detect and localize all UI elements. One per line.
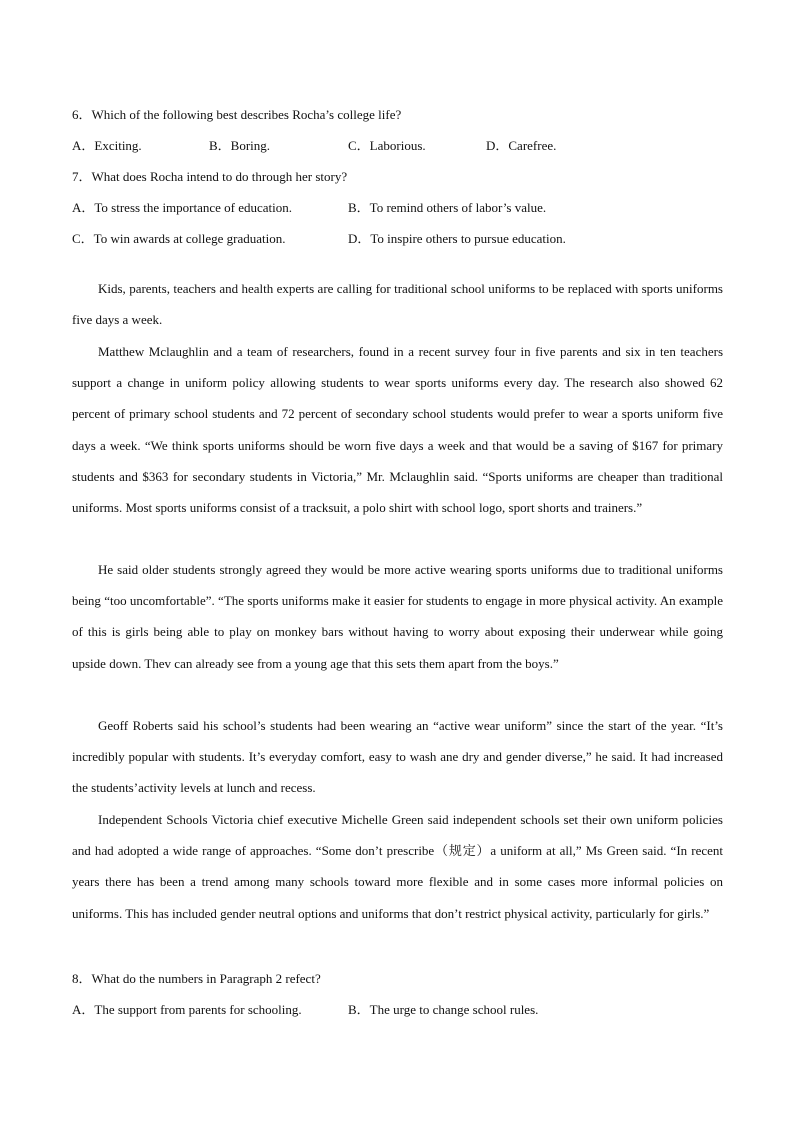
question-8-options (72, 999, 732, 1017)
q7-option-c: C．To win awards at college graduation. (72, 231, 286, 246)
passage-paragraph-2: Matthew Mclaughlin and a team of researchers, found in a recent survey four in five parents and six in ten teachers support a change in uniform policy allowing students to wear sports uniforms every day. The research also showed 62 percent of primary school students and 72 percent of secondary school students would prefer to wear a sports uniform five days a week. “We think sports uniforms should be worn five days a week and that would be a saving of $167 for primary students and $363 for secondary students in Victoria,” Mr. Mclaughlin said. “Sports uniforms are cheaper than traditional uniforms. Most sports uniforms consist of a tracksuit, a polo shirt with school logo, sport shorts and trainers.” (72, 344, 723, 516)
q6-option-b: B．Boring. (209, 138, 271, 153)
passage-paragraph-3: He said older students strongly agreed they would be more active wearing sports uniforms due to traditional uniforms being “too uncomfortable”. “The sports uniforms make it easier for students to engage in more physical activity. An example of this is girls being able to play on monkey bars without having to worry about exposing their underwear while going upside down. Thev can already see from a young age that this sets them apart from the boys.” (72, 562, 723, 671)
passage-paragraph-5: Independent Schools Victoria chief executive Michelle Green said independent schools set their own uniform policies and had adopted a wide range of approaches. “Some don’t prescribe（规定）a uniform at all,” Ms Green said. “In recent years there has been a trend among many schools toward more flexible and in some cases more informal policies on uniforms. This has included gender neutral options and uniforms that don’t restrict physical activity, particularly for girls.” (72, 812, 723, 921)
q7-option-a: A．To stress the importance of education. (72, 200, 293, 215)
question-7-options-row2 (72, 228, 732, 246)
passage-paragraph-1: Kids, parents, teachers and health experts are calling for traditional school uniforms to be replaced with sports uniforms five days a week. (72, 281, 723, 328)
q7-option-b: B．To remind others of labor’s value. (348, 200, 547, 215)
q6-option-a: A．Exciting. (72, 138, 142, 153)
question-7-stem: 7．What does Rocha intend to do through her story? (72, 169, 348, 184)
q7-option-d: D．To inspire others to pursue education. (348, 231, 566, 246)
q8-option-a: A．The support from parents for schooling. (72, 1002, 302, 1017)
question-7-options-row1 (72, 197, 732, 215)
q6-option-c: C．Laborious. (348, 138, 426, 153)
question-6-stem: 6．Which of the following best describes Rocha’s college life? (72, 107, 402, 122)
q8-option-b: B．The urge to change school rules. (348, 1002, 539, 1017)
passage-paragraph-4: Geoff Roberts said his school’s students had been wearing an “active wear uniform” since the start of the year. “It’s incredibly popular with students. It’s everyday comfort, easy to wash ane dry and gender diverse,” he said. It had increased the students’activity levels at lunch and recess. (72, 718, 723, 796)
question-6-options (72, 135, 732, 153)
question-8-stem: 8．What do the numbers in Paragraph 2 refect? (72, 971, 321, 986)
q6-option-d: D．Carefree. (486, 138, 557, 153)
